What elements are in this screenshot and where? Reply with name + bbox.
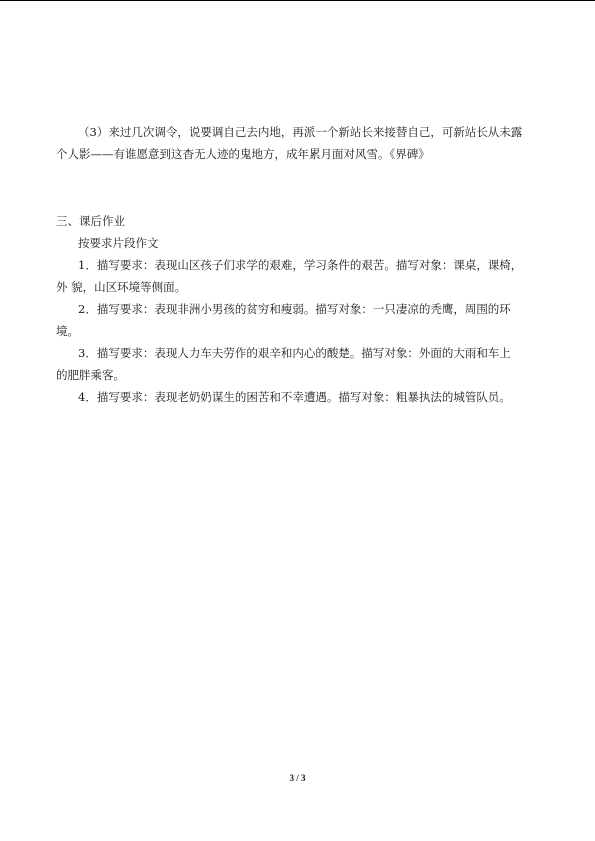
homework-section	[56, 210, 538, 408]
homework-item-1-line-2: 外 貌，山区环境等侧面。	[56, 280, 187, 294]
section-heading: 三、课后作业	[56, 214, 125, 228]
homework-item-2-line-1: 2．描写要求：表现非洲小男孩的贫穷和瘦弱。描写对象：一只凄凉的秃鹰，周围的环	[78, 302, 511, 316]
section-subheading: 按要求片段作文	[78, 236, 159, 250]
homework-item-2-line-2: 境。	[56, 324, 79, 338]
homework-item-1-line-1: 1．描写要求：表现山区孩子们求学的艰难，学习条件的艰苦。描写对象：课桌，课椅，	[78, 258, 523, 272]
excerpt-paragraph-3	[56, 121, 538, 165]
homework-item-3-line-1: 3．描写要求：表现人力车夫劳作的艰辛和内心的酸楚。描写对象：外面的大雨和车上	[78, 346, 511, 360]
header-rule	[0, 0, 595, 1]
page-number: 3 / 3	[289, 773, 306, 783]
homework-item-3-line-2: 的肥胖乘客。	[56, 368, 125, 382]
excerpt-line-2: 个人影——有谁愿意到这杳无人迹的鬼地方，成年累月面对风雪。《界碑》	[56, 147, 430, 161]
excerpt-line-1: （3）来过几次调令，说要调自己去内地，再派一个新站长来接替自己，可新站长从未露	[78, 125, 523, 139]
homework-item-4-line-1: 4．描写要求：表现老奶奶谋生的困苦和不幸遭遇。描写对象：粗暴执法的城管队员。	[78, 390, 511, 404]
